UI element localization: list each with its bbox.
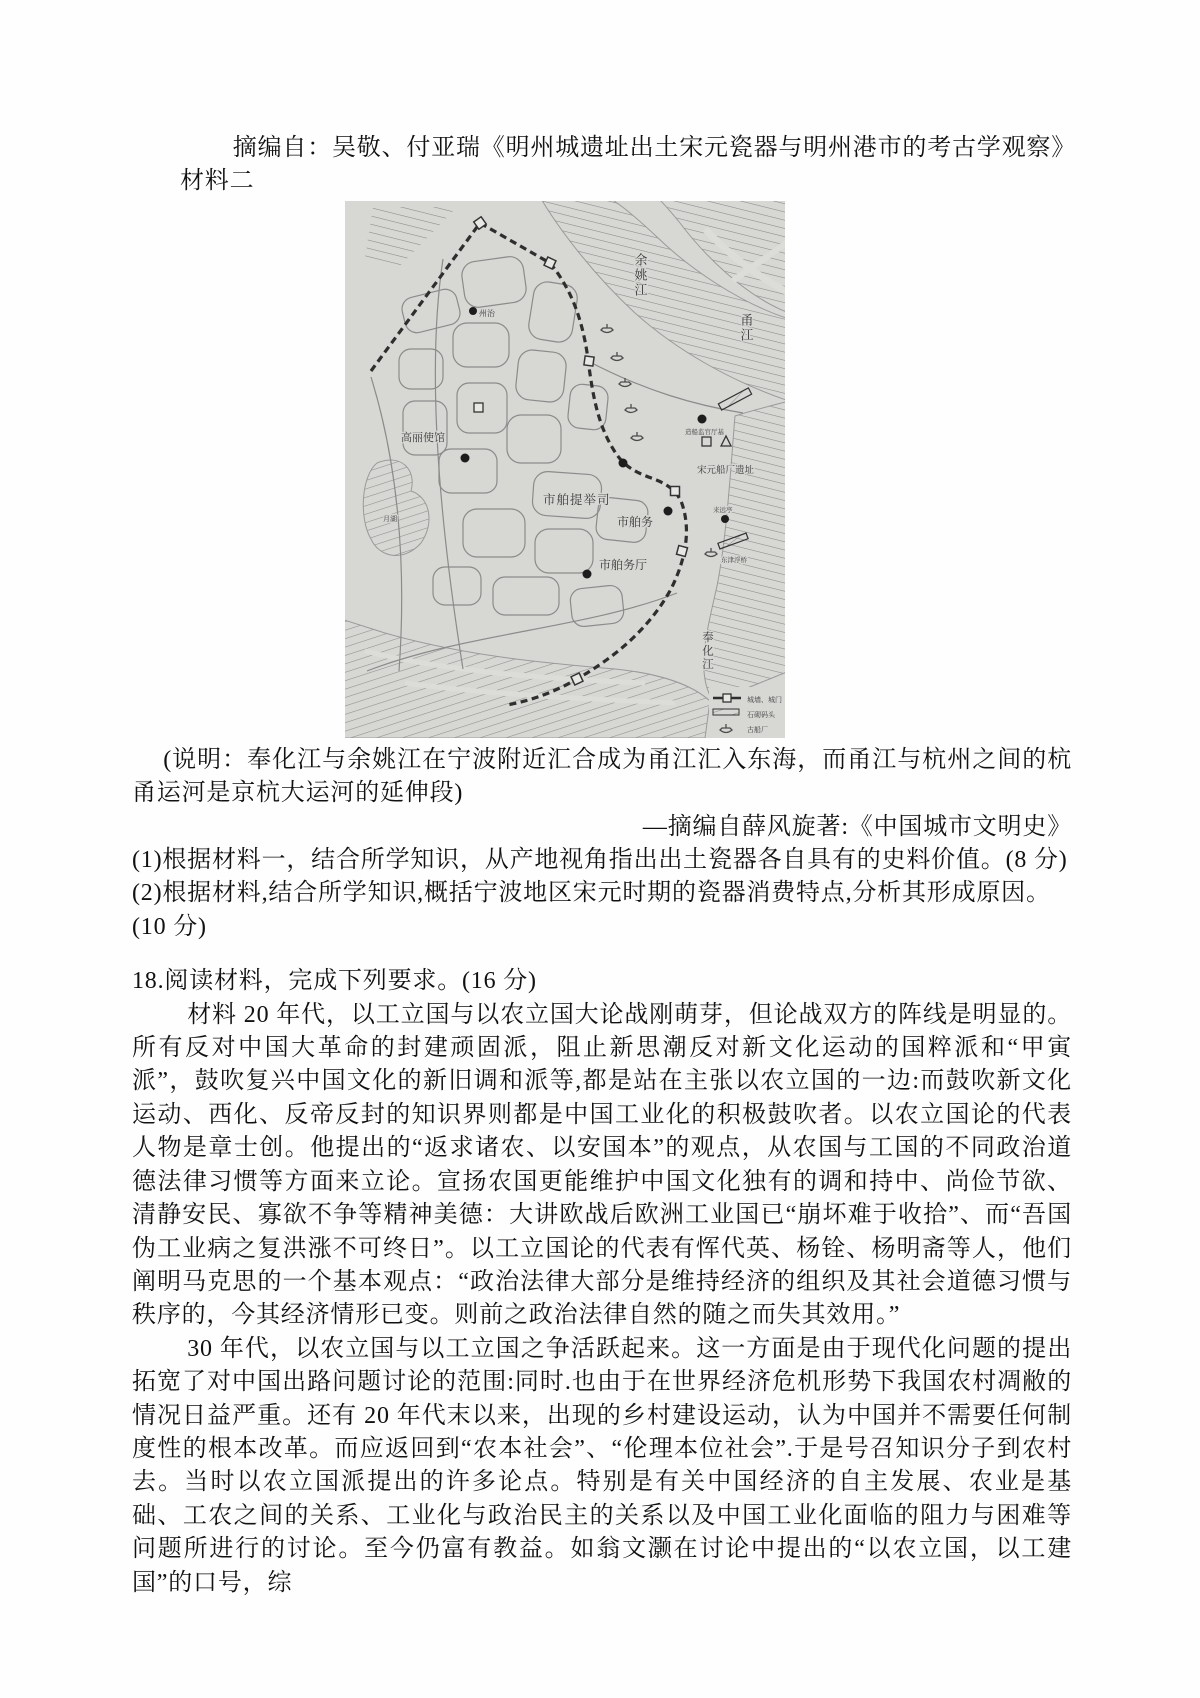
map-label-fenghuajiang: 奉化江 — [701, 630, 713, 672]
map-label-dongjin-bridge: 东津浮桥 — [721, 556, 747, 564]
map-label-yuyaojiang: 余姚江 — [632, 252, 648, 298]
legend-label-stone-dock: 石砌码头 — [747, 710, 775, 719]
map-explanation-note: (说明：奉化江与余姚江在宁波附近汇合成为甬江汇入东海，而甬江与杭州之间的杭甬运河是京杭大运河的延伸段) — [132, 746, 1072, 807]
map-label-zaochuan-office: 造船监官厅基 — [685, 428, 724, 436]
attribution-line-1: 摘编自：吴敬、付亚瑞《明州城遗址出土宋元瓷器与明州港市的考古学观察》 — [232, 135, 1076, 161]
map-label-songyuan-shipyard: 宋元船厂遗址 — [697, 465, 755, 476]
map-label-shibo-tijusi: 市舶提举司 — [543, 492, 611, 507]
question-2: (2)根据材料,结合所学知识,概括宁波地区宋元时期的瓷器消费特点,分析其形成原因。 — [132, 880, 1051, 907]
question-2-score: (10 分) — [132, 913, 207, 940]
question-18-heading: 18.阅读材料，完成下列要求。(16 分) — [132, 968, 537, 995]
map-legend — [709, 687, 785, 738]
city-gate-icon — [671, 486, 680, 495]
archaeological-map-figure — [345, 201, 785, 738]
map-label-zhouzhi: 州治 — [479, 308, 495, 318]
city-gate-icon — [676, 545, 687, 556]
material-2-label: 材料二 — [180, 168, 255, 195]
material-paragraph-1: 材料 20 年代，以工立国与以农立国大论战刚萌芽，但论战双方的阵线是明显的。所有反对中国大革命的封建顽固派，阻止新思潮反对新文化运动的国粹派和“甲寅派”，鼓吹复兴中国文化的新旧调和派等,都是站在主张以农立国的一边:而鼓吹新文化运动、西化、反帝反封的知识界则都是中国工业化的积极鼓吹者。以农立国论的代表人物是章士创。他提出的“返求诸农、以安国本”的观点，从农国与工国的不同政治道德法律习惯等方面来立论。宣扬农国更能维护中国文化独有的调和持中、尚俭节欲、清静安民、寡欲不争等精神美德：大讲欧战后欧洲工业国已“崩坏难于收拾”、而“吾国伪工业病之复洪涨不可终日”。以工立国论的代表有恽代英、杨铨、杨明斋等人，他们阐明马克思的一个基本观点：“政治法律大部分是维持经济的组织及其社会道德习惯与秩序的，今其经济情形已变。则前之政治法律自然的随之而失其效用。” — [132, 1001, 1072, 1329]
question-1: (1)根据材料一，结合所学知识，从产地视角指出出土瓷器各自具有的史料价值。(8 分) — [132, 847, 1068, 874]
map-label-yuehu-lake: 月湖 — [383, 514, 397, 523]
map-label-shibowu: 市舶务 — [617, 514, 654, 529]
mingzhou-port-map — [345, 201, 785, 738]
attribution-line-2: —摘编自薛风旋著:《中国城市文明史》 — [642, 813, 1072, 840]
legend-label-old-shipyard: 古船厂 — [747, 725, 768, 734]
legend-gate-icon — [723, 694, 731, 702]
material-paragraph-2: 30 年代，以农立国与以工立国之争活跃起来。这一方面是由于现代化问题的提出拓宽了对中国出路问题讨论的范围:同时.也由于在世界经济危机形势下我国农村凋敝的情况日益严重。还有 20 年代末以来，出现的乡村建设运动，认为中国并不需要任何制度性的根本改革。而应返回到“农本社会”、“伦理本位社会”.于是号召知识分子到农村去。当时以农立国派提出的许多论点。特别是有关中国经济的自主发展、农业是基础、工农之间的关系、工业化与政治民主的关系以及中国工业化面临的阻力与困难等问题所进行的讨论。至今仍富有教益。如翁文灏在讨论中提出的“以农立国，以工建国”的口号，综 — [132, 1335, 1072, 1596]
legend-label-wall-gate: 城墙、城门 — [747, 695, 782, 704]
map-label-shibowu-ting: 市舶务厅 — [599, 557, 648, 572]
map-label-laiyuan-pavilion: 来远亭 — [713, 506, 733, 514]
map-label-gaoli-embassy: 高丽使馆 — [401, 431, 445, 444]
city-gate-icon — [584, 356, 594, 366]
map-label-yongjiang: 甬江 — [738, 312, 754, 343]
legend-dock-icon — [713, 709, 739, 715]
